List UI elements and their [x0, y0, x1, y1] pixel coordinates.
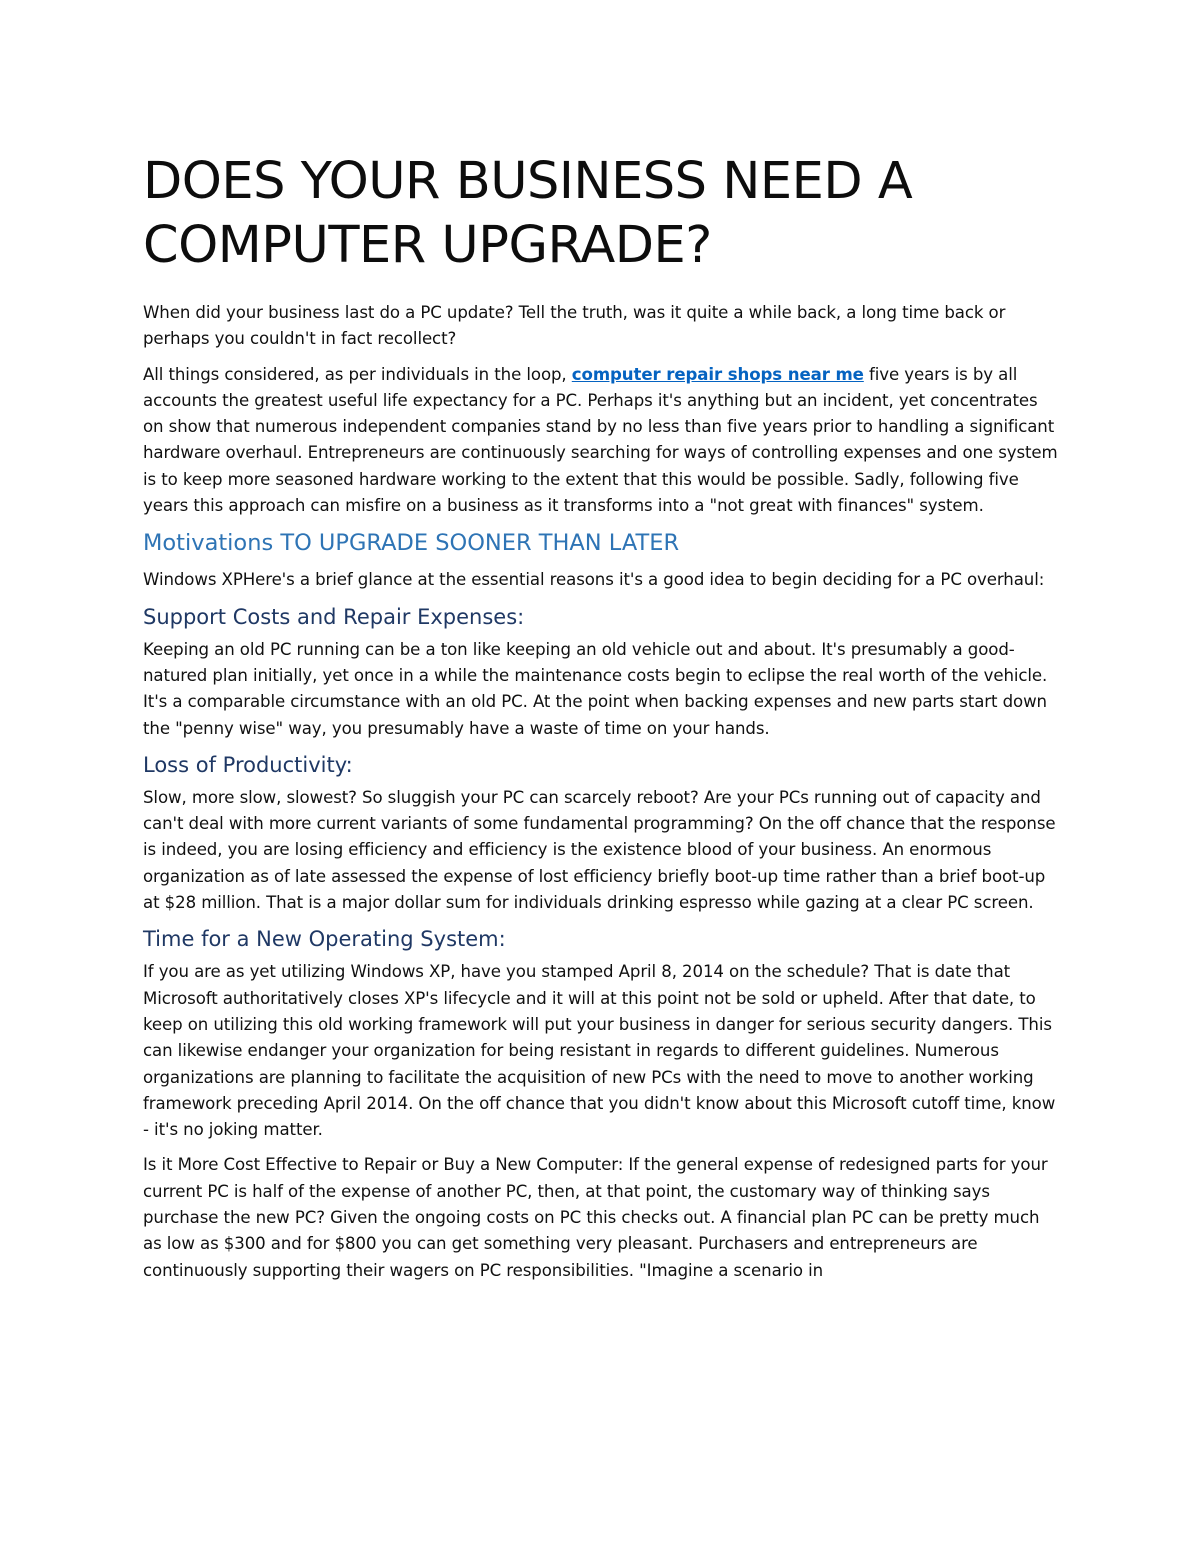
productivity-heading: Loss of Productivity:	[143, 752, 353, 777]
document-title: DOES YOUR BUSINESS NEED A COMPUTER UPGRADE?	[143, 152, 913, 275]
loop-paragraph	[143, 362, 1063, 520]
support-costs-paragraph: Keeping an old PC running can be a ton like keeping an old vehicle out and about. It's presumably a good-natured plan initially, yet once in a while the maintenance costs begin to eclipse the real worth of the vehicle. It's a comparable circumstance with an old PC. At the point when backing expenses and new parts start down the "penny wise" way, you presumably have a waste of time on your hands.	[143, 639, 1048, 738]
cost-effective-paragraph: Is it More Cost Effective to Repair or Buy a New Computer: If the general expense of redesigned parts for your current PC is half of the expense of another PC, then, at that point, the customary way of thinking says purchase the new PC? Given the ongoing costs on PC this checks out. A financial plan PC can be pretty much as low as $300 and for $800 you can get something very pleasant. Purchasers and entrepreneurs are continuously supporting their wagers on PC responsibilities. "Imagine a scenario in	[143, 1155, 1048, 1280]
motivations-heading: Motivations TO UPGRADE SOONER THAN LATER	[143, 530, 680, 557]
intro-paragraph: When did your business last do a PC update? Tell the truth, was it quite a while back, a long time back or perhaps you couldn't in fact recollect?	[143, 303, 1006, 349]
operating-system-heading: Time for a New Operating System:	[143, 927, 506, 952]
support-costs-heading: Support Costs and Repair Expenses:	[143, 604, 525, 629]
productivity-paragraph: Slow, more slow, slowest? So sluggish your PC can scarcely reboot? Are your PCs running out of capacity and can't deal with more current variants of some fundamental programming? On the off chance that the response is indeed, you are losing efficiency and efficiency is the existence blood of your business. An enormous organization as of late assessed the expense of lost efficiency briefly boot-up time rather than a brief boot-up at $28 million. That is a major dollar sum for individuals drinking espresso while gazing at a clear PC screen.	[143, 787, 1056, 913]
loop-paragraph-end: five years is by all accounts the greatest useful life expectancy for a PC. Perhaps it's anything but an incident, yet concentrates on show that numerous independent companies stand by no less than five years prior to handling a significant hardware overhaul. Entrepreneurs are continuously searching for ways of controlling expenses and one system is to keep more seasoned hardware working to the extent that this would be possible. Sadly, following five years this approach can misfire on a business as it transforms into a "not great with finances" system.	[143, 364, 1058, 516]
computer-repair-link[interactable]: computer repair shops near me	[571, 364, 864, 384]
operating-system-paragraph: If you are as yet utilizing Windows XP, have you stamped April 8, 2014 on the schedule? That is date that Microsoft authoritatively closes XP's lifecycle and it will at this point not be sold or upheld. After that date, to keep on utilizing this old working framework will put your business in danger for serious security dangers. This can likewise endanger your organization for being resistant in regards to different guidelines. Numerous organizations are planning to facilitate the acquisition of new PCs with the need to move to another working framework preceding April 2014. On the off chance that you didn't know about this Microsoft cutoff time, know - it's no joking matter.	[143, 962, 1056, 1140]
loop-paragraph-start: All things considered, as per individuals in the loop,	[143, 364, 572, 384]
motivations-paragraph: Windows XPHere's a brief glance at the essential reasons it's a good idea to begin deciding for a PC overhaul:	[143, 570, 1045, 590]
document-page	[143, 150, 1063, 1293]
